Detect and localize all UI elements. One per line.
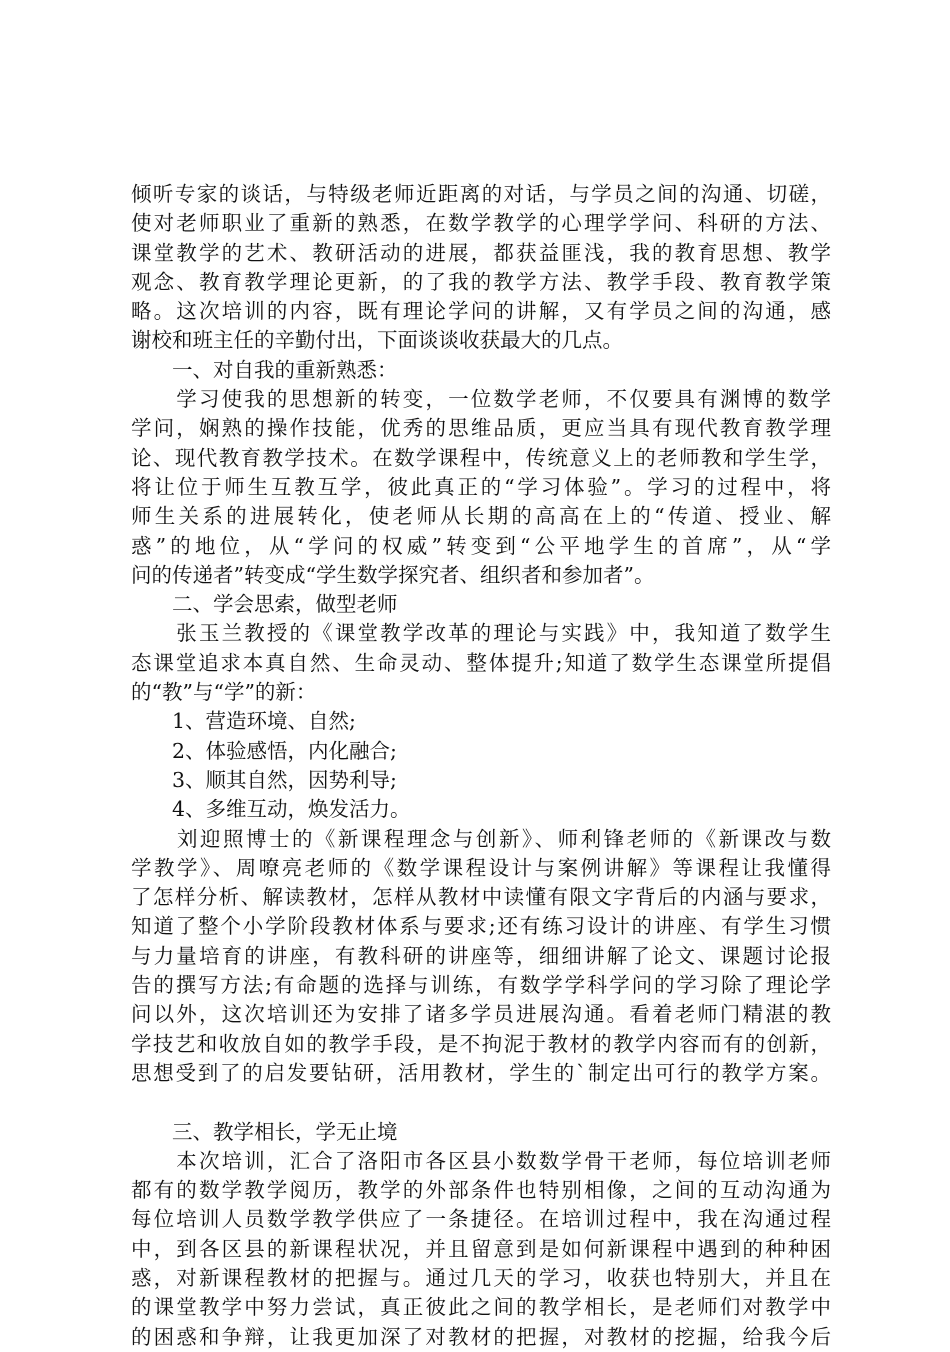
text-line: 的课堂教学中努力尝试，真正彼此之间的教学相长，是老师们对教学中 [131,1295,831,1320]
text-line: 问的传递者”转变成“学生数学探究者、组织者和参加者”。 [131,562,655,587]
text-line: 学习使我的思想新的转变，一位数学老师，不仅要具有渊博的数学 [131,387,831,412]
text-line: 2、体验感悟，内化融合; [131,738,397,763]
text-line: 一、对自我的重新熟悉： [131,357,398,382]
text-line: 将让位于师生互教互学，彼此真正的“学习体验”。学习的过程中，将 [131,474,831,499]
text-line: 知道了整个小学阶段教材体系与要求;还有练习设计的讲座、有学生习惯 [131,914,831,939]
text-line: 学问，娴熟的操作技能，优秀的思维品质，更应当具有现代教育教学理 [131,416,831,441]
text-line: 使对老师职业了重新的熟悉，在数学教学的心理学学问、科研的方法、 [131,211,831,236]
text-line: 态课堂追求本真自然、生命灵动、整体提升;知道了数学生态课堂所提倡 [131,650,831,675]
text-line: 惑”的地位，从“学问的权威”转变到“公平地学生的首席”，从“学 [131,533,831,558]
text-line: 三、教学相长，学无止境 [131,1119,398,1144]
text-line: 倾听专家的谈话，与特级老师近距离的对话，与学员之间的沟通、切磋， [131,182,831,206]
text-line: 观念、教育教学理论更新，的了我的教学方法、教学手段、教育教学策 [131,269,831,294]
text-line: 惑，对新课程教材的把握与。通过几天的学习，收获也特别大，并且在 [131,1265,831,1290]
text-line: 4、多维互动，焕发活力。 [131,797,411,822]
text-line: 刘迎照博士的《新课程理念与创新》、师利锋老师的《新课改与数 [131,826,831,851]
text-line: 略。这次培训的内容，既有理论学问的讲解，又有学员之间的沟通，感 [131,299,831,324]
text-line: 1、营造环境、自然; [131,709,356,734]
text-line: 张玉兰教授的《课堂教学改革的理论与实践》中，我知道了数学生 [131,621,831,646]
text-line: 二、学会思索，做型老师 [131,592,398,617]
text-line: 中，到各区县的新课程状况，并且留意到是如何新课程中遇到的种种困 [131,1236,831,1261]
text-line: 的“教”与“学”的新： [131,680,317,705]
text-line: 每位培训人员数学教学供应了一条捷径。在培训过程中，我在沟通过程 [131,1207,831,1232]
text-line: 了怎样分析、解读教材，怎样从教材中读懂有限文字背后的内涵与要求， [131,885,831,910]
text-line: 师生关系的进展转化，使老师从长期的高高在上的“传道、授业、解 [131,504,831,529]
text-line: 课堂教学的艺术、教研活动的进展，都获益匪浅，我的教育思想、教学 [131,240,831,265]
text-line: 学教学》、周嘹亮老师的《数学课程设计与案例讲解》等课程让我懂得 [131,855,831,880]
text-line: 谢校和班主任的辛勤付出，下面谈谈收获最大的几点。 [131,328,623,353]
text-line: 论、现代教育教学技术。在数学课程中，传统意义上的老师教和学生学， [131,445,831,470]
text-line: 的困惑和争辩，让我更加深了对教材的把握，对教材的挖掘，给我今后 [131,1324,831,1349]
blank-line [131,1088,831,1117]
text-line: 问以外，这次培训还为安排了诸多学员进展沟通。看着老师门精湛的教 [131,1002,831,1027]
text-line: 都有的数学教学阅历，教学的外部条件也特别相像，之间的互动沟通为 [131,1178,831,1203]
text-line: 3、顺其自然，因势利导; [131,767,397,792]
text-line: 告的撰写方法;有命题的选择与训练，有数学学科学问的学习除了理论学 [131,973,831,998]
text-line: 与力量培育的讲座，有教科研的讲座等，细细讲解了论文、课题讨论报 [131,943,831,968]
text-line: 思想受到了的启发要钻研，活用教材，学生的`制定出可行的教学方案。 [131,1060,831,1085]
document-body [131,180,831,1352]
text-line: 学技艺和收放自如的教学手段，是不拘泥于教材的教学内容而有的创新， [131,1031,831,1056]
text-line: 本次培训，汇合了洛阳市各区县小数数学骨干老师，每位培训老师 [131,1148,831,1173]
